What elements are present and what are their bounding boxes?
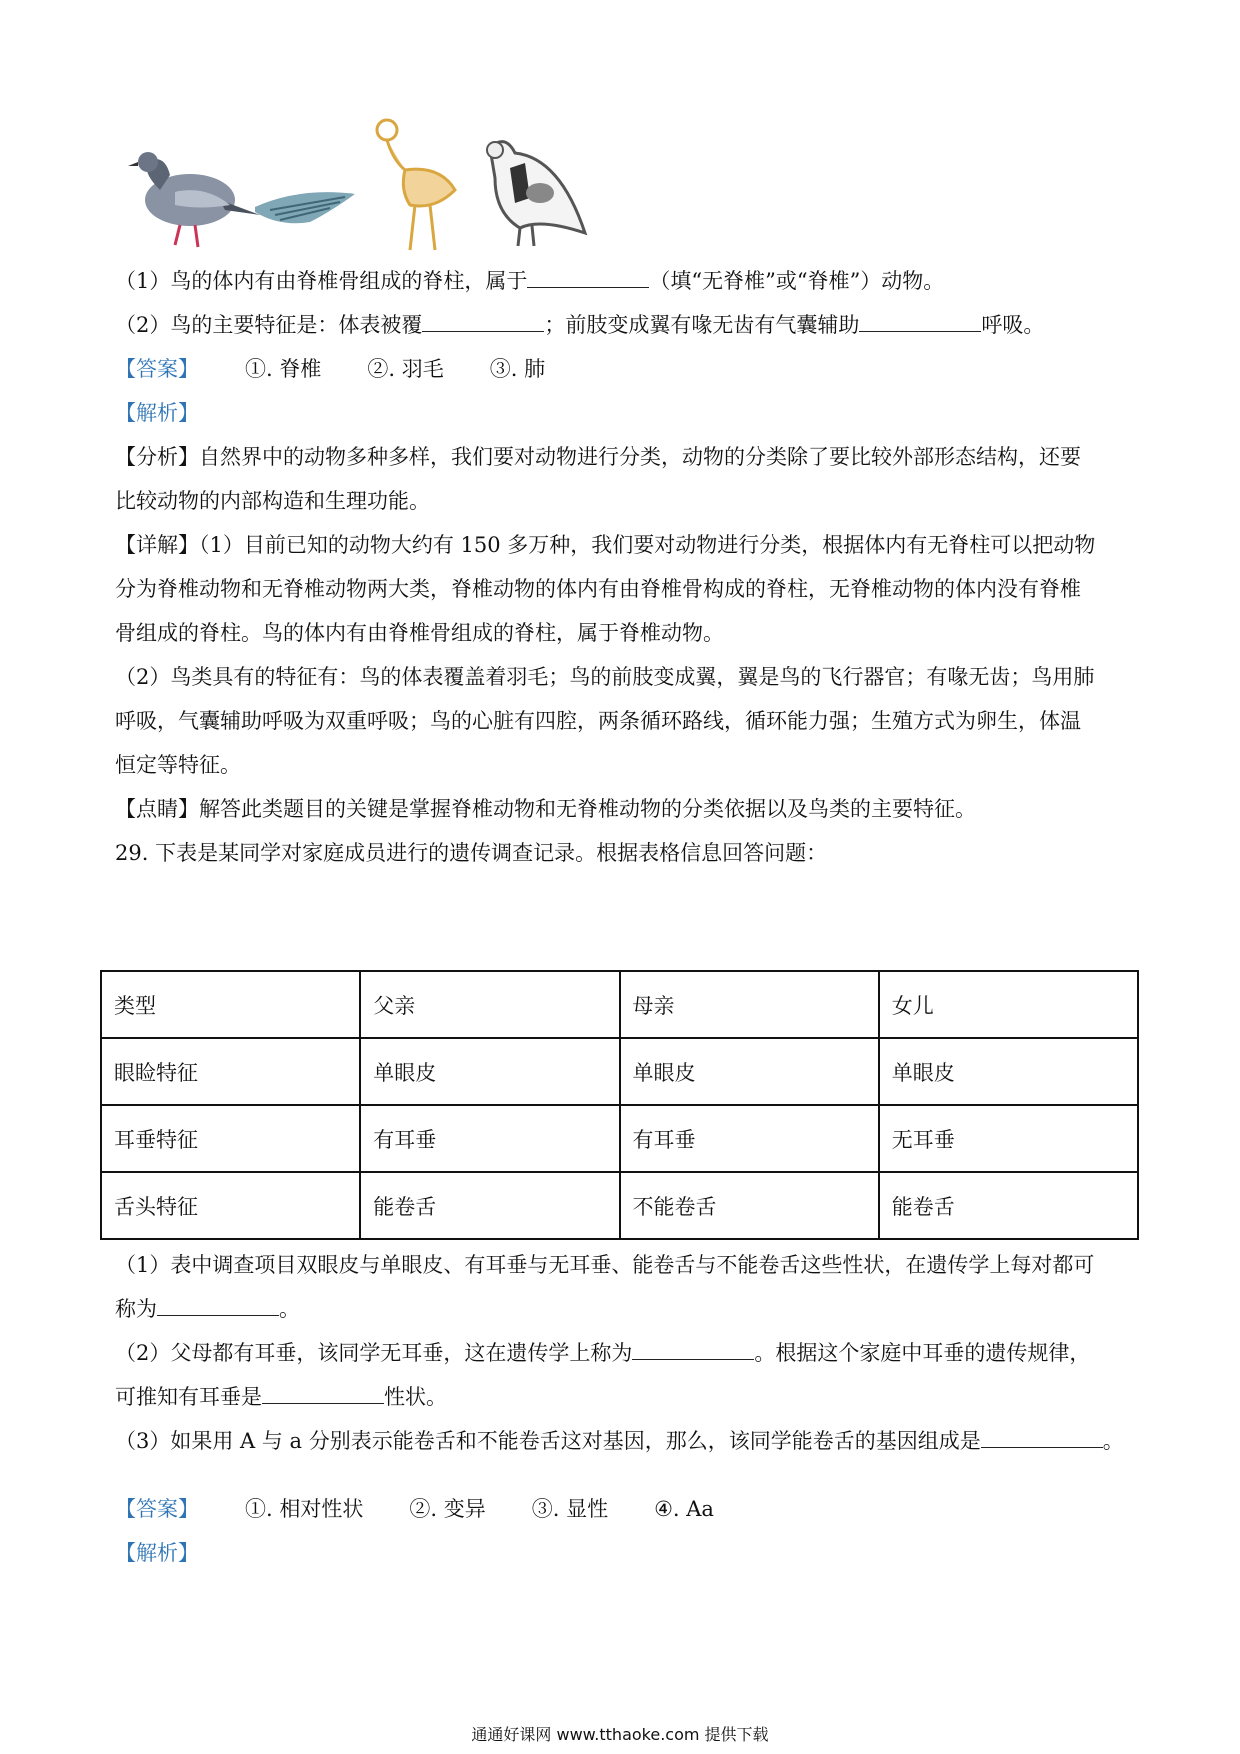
q29-sub1-pre: 称为 [115, 1297, 157, 1321]
table-cell: 单眼皮 [360, 1038, 619, 1105]
q28-xiangjie-line4: （2）鸟类具有的特征有：鸟的体表覆盖着羽毛；鸟的前肢变成翼，翼是鸟的飞行器官；有喙无齿；鸟用肺 [115, 665, 1095, 689]
q28-xiangjie-line2: 分为脊椎动物和无脊椎动物两大类，脊椎动物的体内有由脊椎骨构成的脊柱，无脊椎动物的体内没有脊椎 [115, 577, 1081, 601]
table-header-cell: 母亲 [620, 971, 879, 1038]
table-cell: 无耳垂 [879, 1105, 1138, 1172]
q29-answer [115, 1494, 1130, 1524]
q28-dianjing [115, 794, 1130, 824]
q29-sub1-line2 [115, 1294, 1130, 1324]
survey-table [100, 970, 1139, 1240]
table-cell: 单眼皮 [620, 1038, 879, 1105]
q29-sub1-post: 。 [279, 1297, 300, 1321]
q29-sub3 [115, 1426, 1130, 1456]
answer-item: ④. Aa [654, 1497, 714, 1521]
answer-tag: 【答案】 [115, 357, 199, 381]
table-row [101, 1038, 1138, 1105]
answer-blank [859, 311, 981, 332]
q29-sub2-line1 [115, 1338, 1130, 1368]
q29-sub1-line1: （1）表中调查项目双眼皮与单眼皮、有耳垂与无耳垂、能卷舌与不能卷舌这些性状，在遗传学上每对都可 [115, 1253, 1095, 1277]
answer-blank [157, 1295, 279, 1316]
table-row [101, 1172, 1138, 1239]
q29-sub2-pre2: 可推知有耳垂是 [115, 1385, 262, 1409]
table-row [101, 1105, 1138, 1172]
fenxi-text: 自然界中的动物多种多样，我们要对动物进行分类，动物的分类除了要比较外部形态结构，还要 [199, 445, 1081, 469]
xiangjie-tag: 【详解】 [115, 533, 199, 557]
q28-xiangjie-line1 [115, 530, 1130, 560]
table-cell: 舌头特征 [101, 1172, 360, 1239]
table-cell: 有耳垂 [620, 1105, 879, 1172]
answer-item: ②. 羽毛 [367, 357, 444, 381]
analysis-tag: 【解析】 [115, 1541, 199, 1565]
bird-figures [120, 110, 680, 270]
table-cell: 眼睑特征 [101, 1038, 360, 1105]
q29-sub2-line2 [115, 1382, 1130, 1412]
q28-xiangjie-line6: 恒定等特征。 [115, 753, 241, 777]
answer-item: ③. 肺 [489, 357, 546, 381]
wing-image [250, 182, 360, 242]
pigeon-image [120, 130, 260, 280]
answer-blank [632, 1339, 754, 1360]
q29-sub2-post: 。根据这个家庭中耳垂的遗传规律， [754, 1341, 1091, 1365]
q28-fenxi-line2: 比较动物的内部构造和生理功能。 [115, 489, 430, 513]
table-cell: 有耳垂 [360, 1105, 619, 1172]
answer-blank [422, 311, 544, 332]
q29-analysis-heading [115, 1538, 1130, 1568]
analysis-tag: 【解析】 [115, 401, 199, 425]
q28-sub2 [115, 310, 1130, 340]
answer-blank [262, 1383, 384, 1404]
answer-item: ②. 变异 [409, 1497, 486, 1521]
q28-xiangjie-line5: 呼吸，气囊辅助呼吸为双重呼吸；鸟的心脏有四腔，两条循环路线，循环能力强；生殖方式为卵生，体温 [115, 709, 1081, 733]
q28-sub2-pre: （2）鸟的主要特征是：体表被覆 [115, 313, 423, 337]
q29-sub2-pre: （2）父母都有耳垂，该同学无耳垂，这在遗传学上称为 [115, 1341, 633, 1365]
answer-tag: 【答案】 [115, 1497, 199, 1521]
q29-sub3-post: 。 [1102, 1429, 1124, 1453]
table-header-cell: 类型 [101, 971, 360, 1038]
dianjing-text: 解答此类题目的关键是掌握脊椎动物和无脊椎动物的分类依据以及鸟类的主要特征。 [199, 797, 976, 821]
table-row [101, 971, 1138, 1038]
answer-item: ③. 显性 [531, 1497, 609, 1521]
table-header-cell: 女儿 [879, 971, 1138, 1038]
xiangjie-text: （1）目前已知的动物大约有 150 多万种，我们要对动物进行分类，根据体内有无脊柱可以把动物 [199, 533, 1096, 557]
q28-sub2-mid: ；前肢变成翼有喙无齿有气囊辅助 [544, 313, 860, 337]
q28-xiangjie-line3: 骨组成的脊柱。鸟的体内有由脊椎骨组成的脊柱，属于脊椎动物。 [115, 621, 724, 645]
table-cell: 能卷舌 [360, 1172, 619, 1239]
answer-blank [527, 267, 649, 288]
table-cell: 耳垂特征 [101, 1105, 360, 1172]
skeleton-image [365, 110, 475, 260]
fenxi-tag: 【分析】 [115, 445, 199, 469]
q28-answer [115, 354, 1130, 384]
q29-sub3-pre: （3）如果用 A 与 a 分别表示能卷舌和不能卷舌这对基因，那么，该同学能卷舌的基因组成是 [115, 1429, 981, 1453]
q28-sub1 [115, 266, 1130, 296]
q28-fenxi-line1 [115, 442, 1130, 472]
q29-sub2-post2: 性状。 [384, 1385, 447, 1409]
q29-stem: 29. 下表是某同学对家庭成员进行的遗传调查记录。根据表格信息回答问题： [115, 841, 828, 865]
answer-blank [981, 1427, 1103, 1448]
answer-item: ①. 脊椎 [245, 357, 322, 381]
dianjing-tag: 【点睛】 [115, 797, 199, 821]
q28-sub1-post: （填“无脊椎”或“脊椎”）动物。 [649, 269, 945, 293]
table-cell: 不能卷舌 [620, 1172, 879, 1239]
table-cell: 单眼皮 [879, 1038, 1138, 1105]
page-footer: 通通好课网 www.tthaoke.com 提供下载 [471, 1725, 769, 1744]
respiratory-diagram-image [470, 128, 590, 258]
q28-analysis-heading [115, 398, 1130, 428]
q28-sub1-pre: （1）鸟的体内有由脊椎骨组成的脊柱，属于 [115, 269, 528, 293]
q28-sub2-post: 呼吸。 [981, 313, 1045, 337]
table-header-cell: 父亲 [360, 971, 619, 1038]
answer-item: ①. 相对性状 [245, 1497, 364, 1521]
table-cell: 能卷舌 [879, 1172, 1138, 1239]
